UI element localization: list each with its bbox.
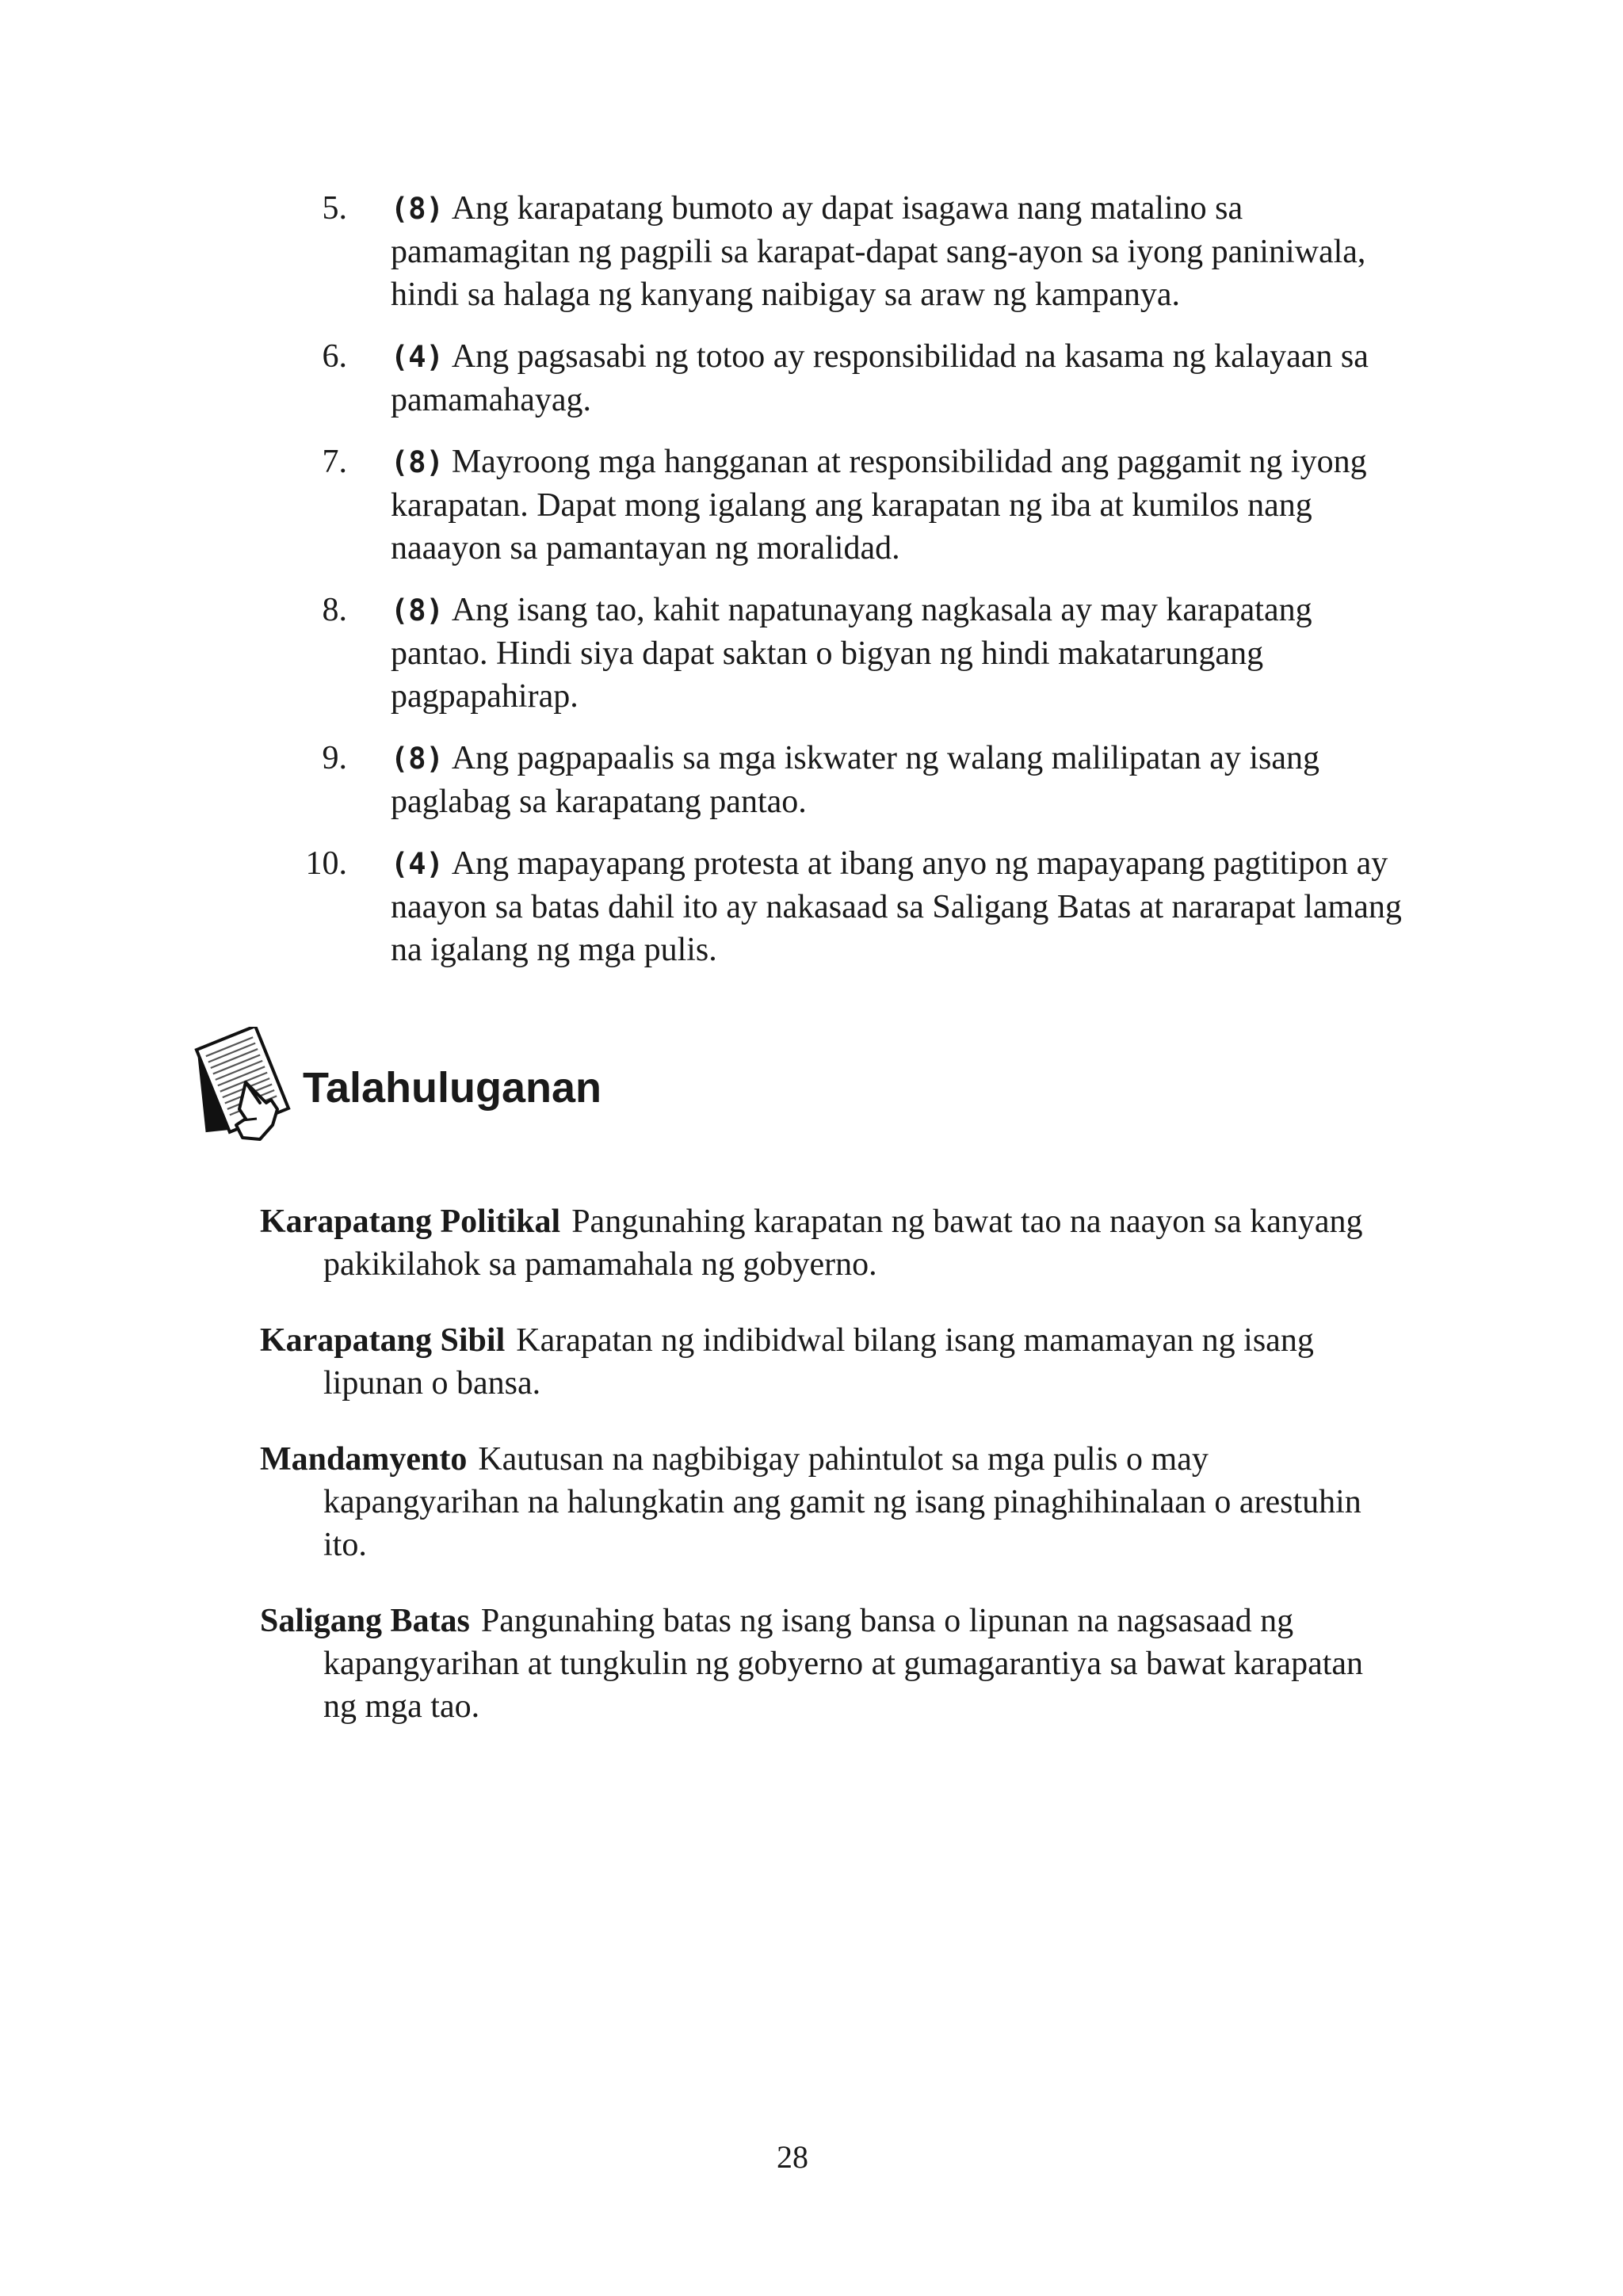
answer-text: Ang isang tao, kahit napatunayang nagkasala ay may karapatang pantao. Hindi siya dapat saktan o bigyan ng hindi makatarungang pagpapahirap. bbox=[391, 592, 1312, 715]
glossary-entry bbox=[260, 1319, 1401, 1405]
answer-item bbox=[301, 589, 1411, 718]
glossary-term: Saligang Batas bbox=[260, 1603, 470, 1639]
answer-code: (8) bbox=[391, 445, 444, 479]
glossary-entry bbox=[260, 1600, 1401, 1728]
answer-number: 9. bbox=[322, 740, 347, 776]
answer-number: 10. bbox=[305, 845, 347, 882]
answer-item bbox=[301, 335, 1411, 421]
answer-text: Ang pagpapaalis sa mga iskwater ng walang malilipatan ay isang paglabag sa karapatang pantao. bbox=[391, 740, 1320, 820]
answer-text: Mayroong mga hangganan at responsibilidad ang paggamit ng iyong karapatan. Dapat mong igalang ang karapatan ng iba at kumilos nang naaayon sa pamantayan ng moralidad. bbox=[391, 444, 1367, 566]
glossary-definition: Kautusan na nagbibigay pahintulot sa mga pulis o may kapangyarihan na halungkatin ang gamit ng isang pinaghihinalaan o arestuhin ito. bbox=[323, 1441, 1361, 1563]
glossary-term: Mandamyento bbox=[260, 1441, 468, 1478]
glossary-definition: Karapatan ng indibidwal bilang isang mamamayan ng isang lipunan o bansa. bbox=[323, 1322, 1314, 1402]
answer-code: (8) bbox=[391, 742, 444, 776]
answer-text: Ang karapatang bumoto ay dapat isagawa nang matalino sa pamamagitan ng pagpili sa karapat-dapat sang-ayon sa iyong paniniwala, hindi sa halaga ng kanyang naibigay sa araw ng kampanya. bbox=[391, 190, 1366, 313]
glossary-definition: Pangunahing karapatan ng bawat tao na naayon sa kanyang pakikilahok sa pamamahala ng gobyerno. bbox=[323, 1203, 1363, 1283]
answer-text: Ang mapayapang protesta at ibang anyo ng mapayapang pagtitipon ay naayon sa batas dahil ito ay nakasaad sa Saligang Batas at nararapat lamang na igalang ng mga pulis. bbox=[391, 845, 1402, 968]
answer-number: 8. bbox=[322, 592, 347, 628]
answer-code: (4) bbox=[391, 340, 444, 374]
book-reading-hand-icon bbox=[190, 1027, 301, 1146]
answer-item bbox=[301, 737, 1411, 823]
answer-text: Ang pagsasabi ng totoo ay responsibilidad na kasama ng kalayaan sa pamamahayag. bbox=[391, 338, 1369, 418]
glossary-header bbox=[190, 1027, 903, 1146]
glossary-entry bbox=[260, 1200, 1401, 1286]
answer-code: (4) bbox=[391, 847, 444, 881]
answer-item bbox=[301, 842, 1411, 971]
answer-number: 6. bbox=[322, 338, 347, 375]
section-title: Talahuluganan bbox=[303, 1064, 602, 1112]
answer-item bbox=[301, 441, 1411, 570]
answer-number: 7. bbox=[322, 444, 347, 480]
answer-item bbox=[301, 187, 1411, 316]
page-number: 28 bbox=[777, 2139, 808, 2175]
glossary-definition: Pangunahing batas ng isang bansa o lipunan na nagsasaad ng kapangyarihan at tungkulin ng gobyerno at gumagarantiya sa bawat karapatan ng mga tao. bbox=[323, 1603, 1364, 1725]
glossary-term: Karapatang Sibil bbox=[260, 1322, 506, 1359]
answer-number: 5. bbox=[322, 190, 347, 227]
answer-list bbox=[301, 187, 1411, 990]
glossary-term: Karapatang Politikal bbox=[260, 1203, 561, 1240]
answer-code: (8) bbox=[391, 593, 444, 627]
glossary-list bbox=[260, 1167, 1401, 1747]
glossary-entry bbox=[260, 1438, 1401, 1566]
answer-code: (8) bbox=[391, 192, 444, 226]
